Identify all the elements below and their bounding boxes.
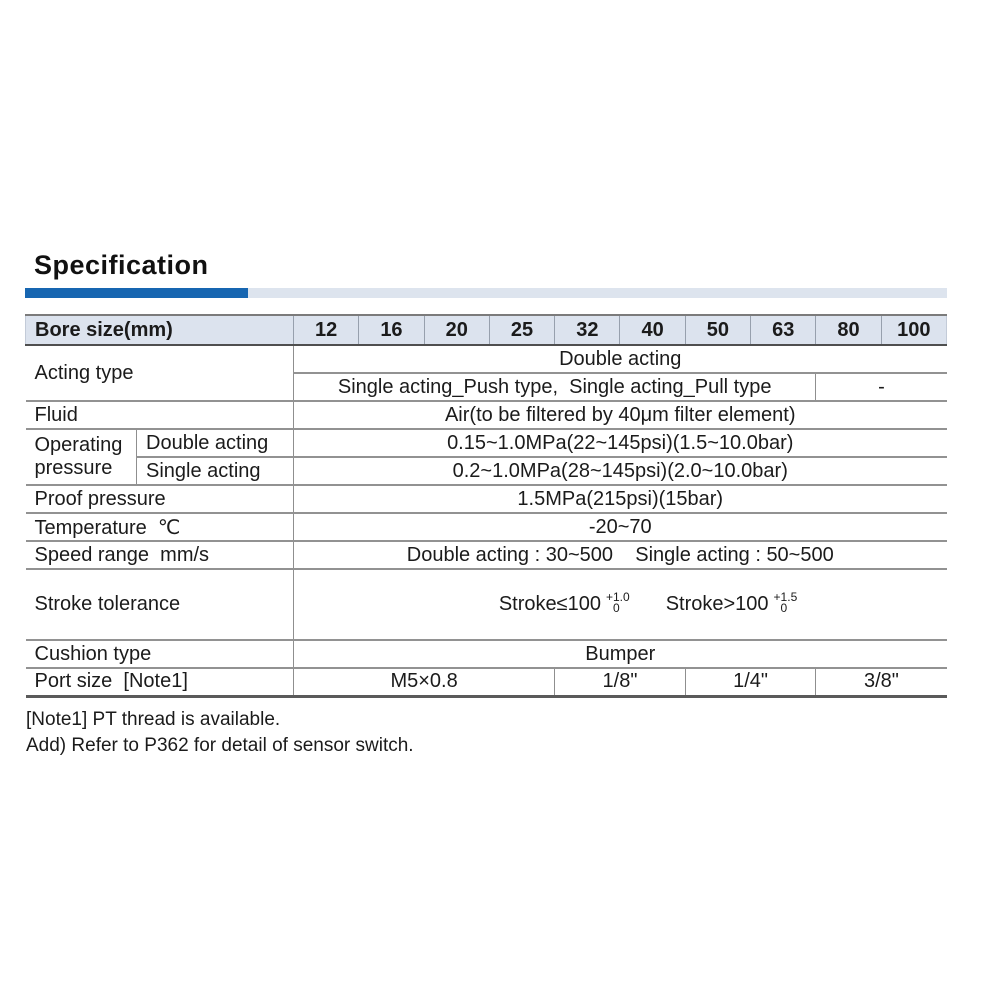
port-size-label: Port size [Note1] xyxy=(26,668,294,696)
operating-pressure-double-value: 0.15~1.0MPa(22~145psi)(1.5~10.0bar) xyxy=(294,429,947,457)
operating-pressure-single-row xyxy=(26,457,947,485)
cushion-type-value: Bumper xyxy=(294,640,947,668)
operating-pressure-double-row xyxy=(26,429,947,457)
stroke-tolerance-tol2 xyxy=(773,589,798,615)
bore-col-32: 32 xyxy=(555,315,620,345)
cushion-type-label: Cushion type xyxy=(26,640,294,668)
stroke-tolerance-value xyxy=(294,569,947,640)
footnotes xyxy=(26,707,947,759)
bore-size-header-label: Bore size(mm) xyxy=(26,315,294,345)
bore-col-16: 16 xyxy=(359,315,424,345)
stroke-tolerance-tol2-lower: 0 xyxy=(780,600,788,615)
bore-col-50: 50 xyxy=(685,315,750,345)
proof-pressure-row xyxy=(26,485,947,513)
fluid-value: Air(to be filtered by 40μm filter element) xyxy=(294,401,947,429)
acting-type-label: Acting type xyxy=(26,345,294,401)
stroke-tolerance-tol1 xyxy=(605,589,630,615)
operating-pressure-single-label: Single acting xyxy=(137,457,294,485)
page-title: Specification xyxy=(34,250,209,280)
port-size-row xyxy=(26,668,947,696)
temperature-value: -20~70 xyxy=(294,513,947,541)
stroke-tolerance-tol1-lower: 0 xyxy=(612,600,620,615)
stroke-tolerance-cond1: Stroke≤100 xyxy=(498,593,601,615)
operating-pressure-single-value: 0.2~1.0MPa(28~145psi)(2.0~10.0bar) xyxy=(294,457,947,485)
speed-range-label: Speed range mm/s xyxy=(26,541,294,569)
port-size-value-1-8: 1/8" xyxy=(555,668,686,696)
operating-pressure-double-label: Double acting xyxy=(137,429,294,457)
speed-range-value: Double acting : 30~500 Single acting : 50~500 xyxy=(294,541,947,569)
specification-table xyxy=(25,314,947,698)
bore-col-40: 40 xyxy=(620,315,685,345)
stroke-tolerance-tol1-upper: +1.0 xyxy=(605,589,630,604)
stroke-tolerance-cond2: Stroke>100 xyxy=(665,593,769,615)
stroke-tolerance-label: Stroke tolerance xyxy=(26,569,294,640)
speed-range-row xyxy=(26,541,947,569)
port-size-value-m5: M5×0.8 xyxy=(294,668,555,696)
bore-col-80: 80 xyxy=(816,315,881,345)
bore-col-12: 12 xyxy=(294,315,359,345)
operating-pressure-label: Operating pressure xyxy=(26,429,137,485)
footnote-1: [Note1] PT thread is available. xyxy=(26,708,281,730)
acting-type-double-row xyxy=(26,345,947,373)
proof-pressure-value: 1.5MPa(215psi)(15bar) xyxy=(294,485,947,513)
bore-col-100: 100 xyxy=(881,315,946,345)
port-size-value-1-4: 1/4" xyxy=(685,668,816,696)
bore-size-header-row xyxy=(26,315,947,345)
fluid-row xyxy=(26,401,947,429)
temperature-row xyxy=(26,513,947,541)
temperature-label: Temperature ℃ xyxy=(26,513,294,541)
acting-type-single-na: - xyxy=(816,373,947,401)
fluid-label: Fluid xyxy=(26,401,294,429)
bore-col-63: 63 xyxy=(751,315,816,345)
footnote-2: Add) Refer to P362 for detail of sensor switch. xyxy=(26,734,414,756)
stroke-tolerance-tol2-upper: +1.5 xyxy=(773,589,798,604)
bore-col-25: 25 xyxy=(489,315,554,345)
title-accent-bar-dark xyxy=(25,288,248,298)
spec-sheet xyxy=(25,250,947,759)
stroke-tolerance-row xyxy=(26,569,947,640)
bore-col-20: 20 xyxy=(424,315,489,345)
acting-type-single-value: Single acting_Push type, Single acting_Pull type xyxy=(294,373,816,401)
title-accent-bar xyxy=(25,288,947,298)
acting-type-double-value: Double acting xyxy=(294,345,947,373)
proof-pressure-label: Proof pressure xyxy=(26,485,294,513)
cushion-type-row xyxy=(26,640,947,668)
port-size-value-3-8: 3/8" xyxy=(816,668,947,696)
